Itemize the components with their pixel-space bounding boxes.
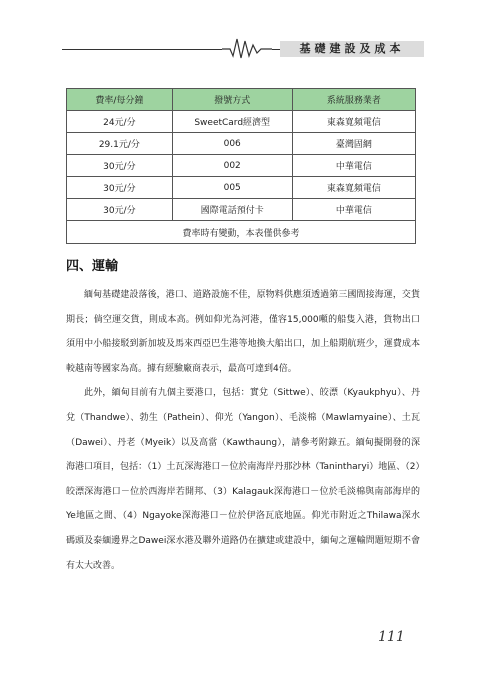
- table-cell: 中華電信: [292, 199, 415, 221]
- paragraph: 此外，緬甸目前有九個主要港口，包括：實兌（Sittwe）、皎漂（Kyaukphyu）、丹兌（Thandwe）、勃生（Pathein）、仰光（Yangon）、毛淡棉（Mawlamyaine）、土瓦（Dawei）、丹老（Myeik）以及高當（Kawthaung），請參考附錄五。緬甸擬開發的深海港口項目，包括：（1）土瓦深海港口－位於南海岸丹那沙林（Tanintharyi）地區、（2）皎漂深海港口－位於西海岸若開邦、（3）Kalagauk深海港口－位於毛淡棉與南部海岸的Ye地區之間、（4）Ngayoke深海港口－位於伊洛瓦底地區。仰光市附近之Thilawa深水碼頭及泰緬邊界之Dawei深水港及聯外道路仍在擴建或建設中，緬甸之運輸問題短期不會有太大改善。: [66, 388, 420, 571]
- table-cell: 29.1元/分: [67, 133, 173, 155]
- table-cell: 國際電話預付卡: [172, 199, 292, 221]
- header-rule-left: [62, 49, 222, 50]
- body-text: [66, 283, 420, 578]
- table-row: [67, 199, 416, 221]
- running-header: [62, 36, 424, 62]
- table-cell: 006: [172, 133, 292, 155]
- table-cell: 中華電信: [292, 155, 415, 177]
- table-cell: 002: [172, 155, 292, 177]
- paragraph: 緬甸基礎建設落後，港口、道路設施不佳，原物料供應須透過第三國間接海運，交貨期長；倘空運交貨，則成本高。例如仰光為河港，僅容15,000噸的船隻入港，貨物出口須用中小船接駁到新加坡及馬來西亞巴生港等地換大船出口，加上船期航班少，運費成本較越南等國家為高。據有經驗廠商表示，最高可達到4倍。: [66, 290, 420, 374]
- table-row: [67, 177, 416, 199]
- table-cell: 東森寬頻電信: [292, 111, 415, 133]
- header-title: 基礎建設及成本: [280, 41, 424, 57]
- column-header: 系統服務業者: [292, 89, 415, 111]
- table-cell: 東森寬頻電信: [292, 177, 415, 199]
- table-header-row: [67, 89, 416, 111]
- table-cell: 24元/分: [67, 111, 173, 133]
- table-cell: SweetCard經濟型: [172, 111, 292, 133]
- table-cell: 30元/分: [67, 177, 173, 199]
- section-heading: 四、運輸: [66, 259, 119, 274]
- table-note: 費率時有變動，本表僅供參考: [67, 221, 416, 244]
- table-cell: 30元/分: [67, 199, 173, 221]
- table-cell: 30元/分: [67, 155, 173, 177]
- table-cell: 005: [172, 177, 292, 199]
- page-number: 111: [378, 629, 405, 645]
- header-rule-right: [272, 49, 280, 50]
- pulse-wave-icon: [222, 36, 272, 62]
- table-cell: 臺灣固網: [292, 133, 415, 155]
- table-note-row: [67, 221, 416, 244]
- column-header: 費率/每分鐘: [67, 89, 173, 111]
- column-header: 撥號方式: [172, 89, 292, 111]
- table-row: [67, 155, 416, 177]
- rate-table: [66, 88, 416, 244]
- table-row: [67, 111, 416, 133]
- table-row: [67, 133, 416, 155]
